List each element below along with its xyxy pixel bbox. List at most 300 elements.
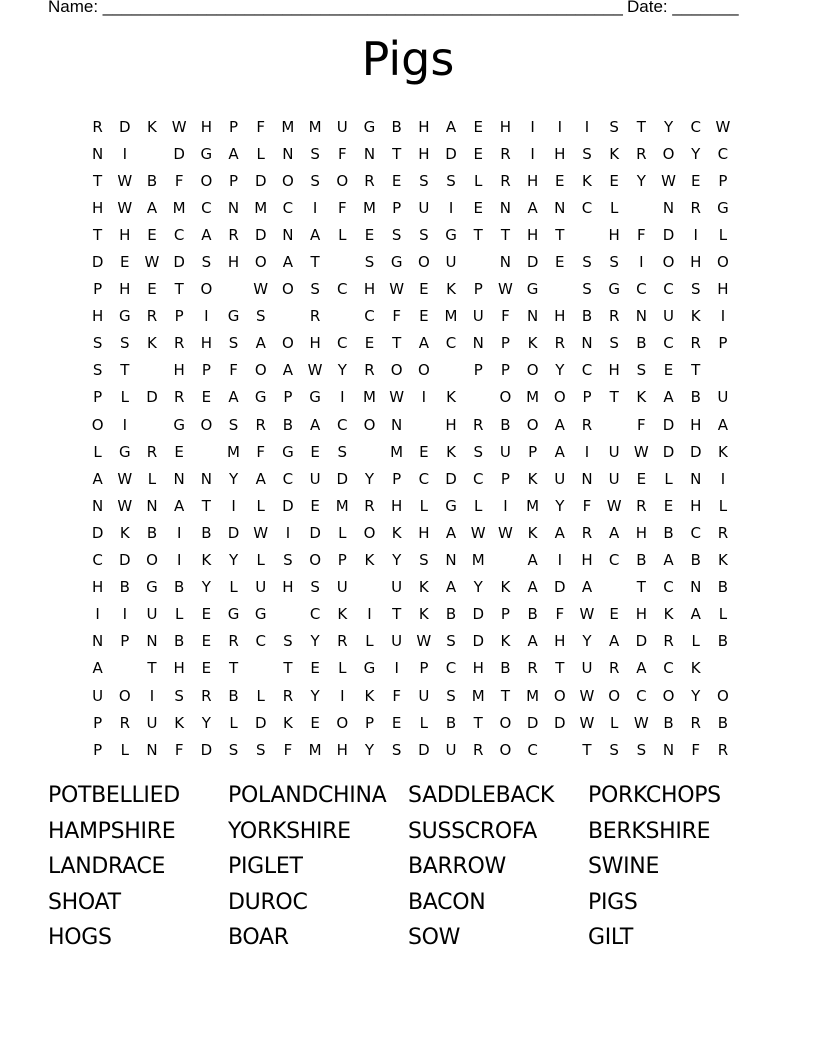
grid-cell: D [336,469,349,488]
grid-cell: S [419,551,429,570]
grid-cell: U [255,578,267,597]
grid-cell: F [637,415,646,434]
grid-cell: R [581,523,593,542]
grid-cell: A [445,578,457,597]
grid-cell: R [364,496,375,515]
grid-cell: A [636,659,647,678]
grid-cell: C [309,605,321,624]
grid-cell: H [581,551,593,570]
grid-cell: K [500,578,511,597]
grid-cell: F [582,496,592,515]
grid-cell: Y [310,632,320,651]
grid-cell: K [446,442,456,461]
grid-cell: I [530,144,535,163]
grid-cell: I [176,551,182,570]
grid-cell: E [364,334,375,353]
grid-cell: S [419,225,429,244]
grid-cell: O [717,253,729,272]
grid-cell: L [174,605,184,624]
grid-cell: S [283,551,293,570]
grid-cell: O [526,415,539,434]
grid-cell: E [310,713,320,732]
grid-row [84,411,744,438]
grid-cell: L [474,171,483,190]
grid-cell: M [227,442,240,461]
grid-cell: E [419,442,429,461]
grid-cell: O [662,144,675,163]
grid-cell: S [609,740,619,759]
grid-cell: S [255,307,266,326]
word-list-item: BACON [408,889,486,915]
grid-cell: P [500,469,510,488]
grid-cell: O [499,388,512,407]
grid-cell: C [581,198,593,217]
grid-cell: R [581,415,593,434]
grid-cell: R [255,415,266,434]
grid-cell: H [554,632,566,651]
grid-cell: H [690,496,702,515]
grid-cell: D [173,144,185,163]
grid-cell: H [608,225,620,244]
word-list-item: PIGS [588,889,638,915]
grid-cell: A [201,225,212,244]
grid-cell: H [91,578,104,597]
grid-cell: T [691,361,701,380]
grid-cell: I [557,117,562,136]
grid-cell: N [499,253,512,272]
grid-cell: O [118,686,131,705]
grid-cell: R [173,388,185,407]
grid-cell: S [364,253,375,272]
grid-cell: B [581,307,593,326]
grid-cell: I [557,551,562,570]
grid-cell: W [253,280,269,299]
grid-cell: R [690,198,701,217]
grid-cell: W [633,442,649,461]
grid-cell: O [282,171,294,190]
grid-cell: N [282,225,294,244]
grid-cell: I [204,307,209,326]
grid-cell: P [419,659,429,678]
grid-cell: D [662,415,675,434]
grid-cell: R [337,632,348,651]
grid-cell: E [473,144,483,163]
grid-cell: R [690,713,701,732]
grid-cell: N [662,740,675,759]
grid-cell: P [392,469,402,488]
grid-cell: A [309,415,321,434]
grid-cell: M [335,496,349,515]
grid-cell: A [255,469,266,488]
grid-cell: P [93,280,103,299]
grid-cell: K [391,523,402,542]
grid-cell: D [635,632,648,651]
grid-cell: A [255,334,266,353]
grid-cell: R [473,740,484,759]
grid-cell: G [254,605,267,624]
word-search-grid [84,113,744,763]
grid-cell: D [146,388,158,407]
grid-cell: A [663,388,674,407]
grid-cell: I [530,117,535,136]
grid-cell: R [636,144,647,163]
grid-cell: Y [691,144,701,163]
grid-cell: O [254,253,267,272]
grid-cell: S [310,171,320,190]
grid-cell: G [445,496,457,515]
word-list-item: HAMPSHIRE [48,818,176,844]
grid-cell: A [690,605,701,624]
grid-cell: F [337,144,347,163]
grid-cell: Y [337,361,347,380]
grid-cell: F [174,171,184,190]
grid-cell: O [417,361,430,380]
grid-cell: C [663,578,674,597]
grid-cell: E [419,280,429,299]
grid-cell: K [690,659,701,678]
grid-cell: K [418,605,429,624]
grid-cell: P [364,713,374,732]
grid-cell: L [147,469,157,488]
grid-cell: E [609,171,619,190]
grid-cell: H [499,117,512,136]
grid-cell: Y [364,469,375,488]
grid-cell: H [91,198,104,217]
grid-cell: B [174,632,185,651]
grid-cell: N [690,578,702,597]
grid-row [84,330,744,357]
grid-cell: S [636,361,647,380]
grid-cell: S [92,334,103,353]
grid-cell: D [173,253,185,272]
grid-cell: I [340,686,345,705]
grid-cell: T [228,659,239,678]
word-list-item: SHOAT [48,889,121,915]
grid-cell: S [446,171,456,190]
grid-cell: K [337,605,348,624]
grid-cell: A [228,388,239,407]
grid-cell: R [309,307,321,326]
grid-cell: L [664,469,673,488]
grid-cell: H [363,280,376,299]
grid-cell: O [282,334,294,353]
grid-cell: B [146,171,158,190]
grid-cell: E [555,253,565,272]
grid-cell: C [364,307,375,326]
grid-cell: E [147,280,157,299]
grid-cell: W [715,117,731,136]
grid-row [84,384,744,411]
grid-cell: D [526,713,539,732]
grid-cell: P [528,442,538,461]
grid-cell: R [636,496,647,515]
grid-cell: P [500,361,510,380]
grid-cell: G [118,307,131,326]
grid-cell: E [473,117,483,136]
grid-cell: L [338,225,347,244]
date-field-label: Date: _______ [627,0,739,16]
grid-cell: O [662,686,675,705]
grid-cell: A [527,578,538,597]
grid-cell: D [227,523,240,542]
grid-cell: S [255,740,266,759]
grid-cell: E [201,659,212,678]
grid-cell: C [255,632,266,651]
grid-cell: U [391,578,403,597]
grid-cell: I [176,523,182,542]
word-list-item: DUROC [228,889,308,915]
grid-row [84,682,744,709]
grid-cell: I [693,225,698,244]
grid-cell: O [390,361,403,380]
grid-cell: B [500,415,511,434]
grid-cell: B [636,334,647,353]
grid-cell: B [445,713,457,732]
grid-cell: S [228,415,239,434]
grid-row [84,547,744,574]
grid-cell: S [92,361,103,380]
grid-row [84,113,744,140]
grid-cell: I [312,198,318,217]
grid-cell: C [663,659,674,678]
grid-cell: Y [473,578,483,597]
grid-cell: C [445,659,457,678]
page-title: Pigs [361,32,455,86]
grid-cell: K [717,442,728,461]
grid-cell: L [229,578,238,597]
grid-cell: W [117,469,133,488]
grid-cell: Y [201,713,211,732]
grid-cell: D [445,469,457,488]
grid-cell: R [717,523,729,542]
grid-cell: I [367,605,372,624]
grid-cell: S [310,280,320,299]
word-list-item: GILT [588,925,634,950]
grid-cell: S [419,171,429,190]
grid-cell: I [285,523,291,542]
grid-cell: H [635,605,647,624]
grid-cell: O [200,415,213,434]
grid-cell: A [609,523,620,542]
grid-cell: P [500,334,510,353]
grid-cell: E [201,605,212,624]
grid-cell: E [310,496,320,515]
grid-cell: N [690,469,702,488]
grid-cell: G [227,307,240,326]
grid-cell: D [662,442,675,461]
grid-cell: B [445,605,457,624]
grid-cell: C [690,117,701,136]
grid-cell: U [336,578,348,597]
grid-cell: M [254,198,268,217]
grid-row [84,194,744,221]
grid-cell: N [391,415,403,434]
grid-cell: H [526,225,539,244]
grid-cell: E [147,225,157,244]
grid-cell: O [499,713,512,732]
grid-cell: G [146,578,158,597]
grid-cell: L [256,144,265,163]
grid-cell: I [503,496,508,515]
grid-row [84,438,744,465]
grid-cell: H [391,496,403,515]
grid-cell: M [308,740,322,759]
grid-row [84,357,744,384]
grid-cell: P [500,605,510,624]
grid-cell: S [201,253,212,272]
grid-row [84,167,744,194]
grid-cell: B [663,713,674,732]
grid-cell: O [91,415,104,434]
grid-cell: D [282,496,294,515]
name-field-label: Name: _______________________________________________________ [48,0,623,16]
grid-cell: H [472,659,484,678]
grid-cell: U [92,686,104,705]
grid-cell: D [119,551,131,570]
grid-cell: K [174,713,185,732]
grid-cell: U [717,388,729,407]
grid-cell: N [200,469,212,488]
grid-cell: R [119,713,130,732]
grid-cell: W [144,253,160,272]
grid-cell: S [446,632,456,651]
grid-cell: B [282,415,294,434]
grid-cell: T [201,496,211,515]
grid-cell: P [392,198,402,217]
grid-cell: S [337,442,348,461]
grid-cell: O [717,686,729,705]
grid-cell: H [173,659,185,678]
grid-cell: F [174,740,184,759]
grid-cell: U [554,469,566,488]
grid-cell: B [527,605,538,624]
grid-cell: D [91,523,104,542]
grid-cell: C [717,144,729,163]
grid-cell: E [364,225,375,244]
grid-cell: L [718,496,728,515]
grid-cell: U [499,442,511,461]
grid-cell: R [717,740,729,759]
grid-cell: G [254,388,267,407]
grid-cell: H [690,415,702,434]
grid-cell: I [720,307,726,326]
grid-cell: K [717,551,728,570]
grid-cell: K [663,605,674,624]
grid-cell: B [663,523,674,542]
grid-cell: T [636,578,646,597]
grid-cell: O [200,280,213,299]
grid-cell: F [229,361,238,380]
grid-cell: A [445,523,457,542]
grid-cell: O [553,686,566,705]
word-list [48,779,768,957]
word-list-item: BOAR [228,925,289,950]
grid-cell: U [146,605,158,624]
grid-cell: Y [228,551,239,570]
grid-cell: N [445,551,457,570]
grid-row [84,492,744,519]
word-list-item: POLANDCHINA [228,783,387,808]
grid-cell: T [582,740,592,759]
grid-cell: C [690,523,701,542]
grid-cell: B [201,523,212,542]
grid-cell: A [92,469,103,488]
grid-cell: K [609,144,620,163]
grid-cell: U [663,307,675,326]
grid-cell: L [609,198,619,217]
grid-cell: L [256,686,265,705]
grid-cell: D [526,253,539,272]
word-list-item: LANDRACE [48,854,166,879]
grid-cell: E [310,659,320,678]
grid-cell: P [93,388,103,407]
grid-cell: M [308,117,322,136]
grid-cell: U [418,686,430,705]
grid-cell: R [527,659,538,678]
grid-cell: P [201,361,211,380]
grid-cell: E [663,361,674,380]
word-list-item: PIGLET [228,854,303,879]
grid-cell: D [254,171,267,190]
grid-cell: R [146,307,158,326]
grid-cell: A [527,551,538,570]
grid-cell: H [418,523,430,542]
grid-cell: K [527,334,538,353]
grid-cell: M [281,117,295,136]
grid-cell: I [122,144,127,163]
grid-cell: H [119,225,131,244]
grid-cell: N [146,740,158,759]
grid-cell: T [473,713,483,732]
grid-cell: K [527,469,538,488]
grid-cell: M [444,307,458,326]
grid-cell: K [446,280,456,299]
grid-cell: I [584,442,590,461]
grid-row [84,303,744,330]
grid-cell: N [662,198,675,217]
grid-cell: M [526,496,540,515]
grid-cell: C [663,280,674,299]
grid-row [84,601,744,628]
word-list-item: BARROW [408,854,506,879]
grid-cell: T [555,659,565,678]
grid-cell: F [283,740,293,759]
grid-cell: R [173,334,185,353]
grid-cell: A [445,117,457,136]
grid-cell: F [691,740,701,759]
grid-cell: C [201,198,212,217]
word-list-item: POTBELLIED [48,783,180,808]
grid-cell: A [527,632,538,651]
grid-cell: L [419,713,429,732]
grid-row [84,140,744,167]
grid-cell: L [93,442,102,461]
grid-cell: A [282,361,294,380]
grid-cell: W [497,523,513,542]
grid-cell: O [254,361,267,380]
grid-cell: O [336,713,349,732]
grid-cell: Y [201,578,211,597]
grid-cell: D [254,713,267,732]
grid-cell: U [472,307,484,326]
grid-cell: O [309,551,321,570]
grid-cell: O [200,171,213,190]
grid-cell: P [229,117,239,136]
word-list-item: SUSSCROFA [408,818,537,844]
grid-cell: O [336,171,349,190]
grid-cell: L [256,496,265,515]
grid-cell: H [608,361,620,380]
